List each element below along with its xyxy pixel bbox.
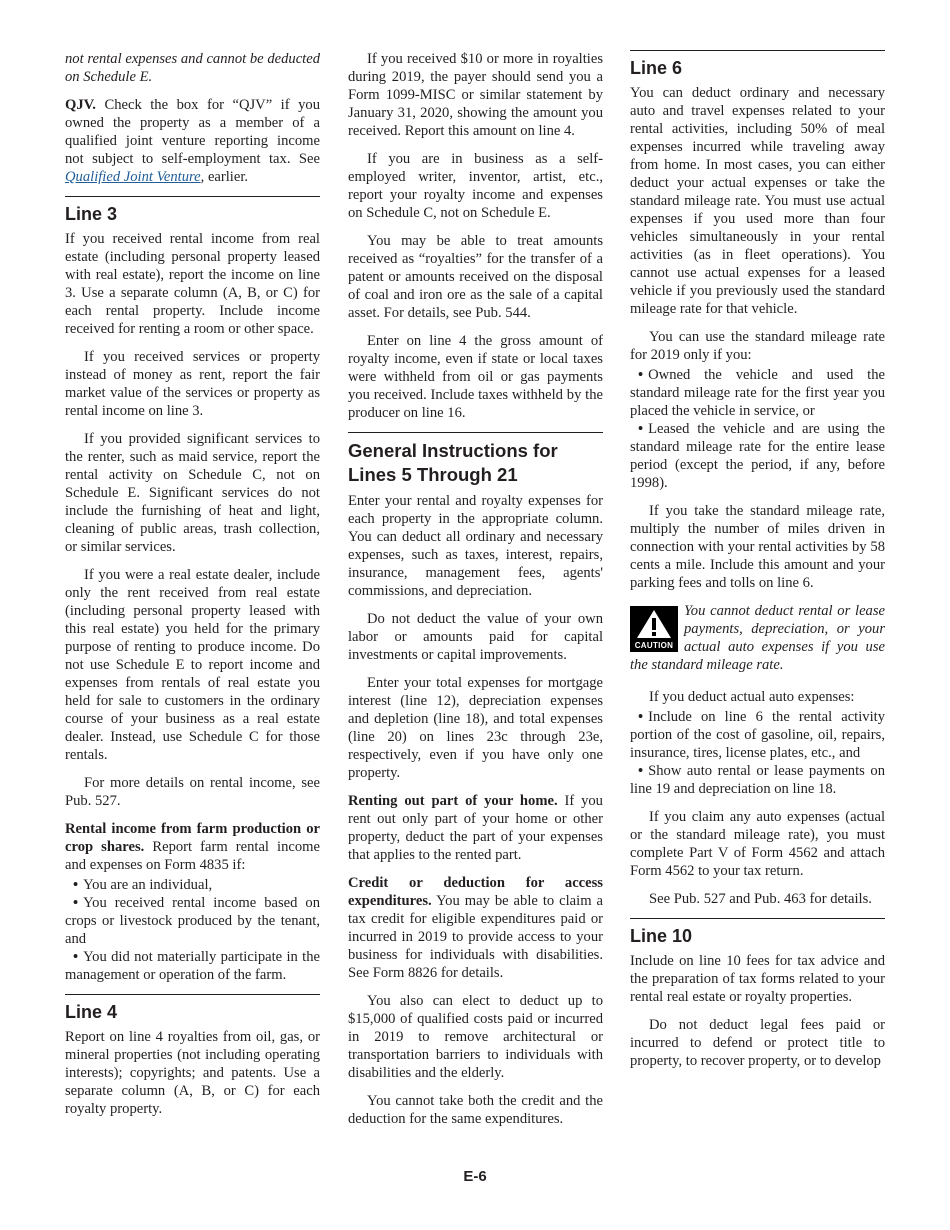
paragraph: If you are in business as a self-employed writer, inventor, artist, etc., report your royalty income and expenses on Schedule C, not on Schedule E. [348, 151, 603, 221]
line3-heading: Line 3 [65, 204, 118, 224]
qualified-joint-venture-link[interactable]: Qualified Joint Venture [65, 169, 201, 185]
bullet-text: You did not materially participate in the management or operation of the farm. [65, 949, 320, 983]
home-label: Renting out part of your home. [348, 793, 558, 809]
caution-note [630, 602, 885, 674]
page-number: E-6 [463, 1168, 487, 1185]
section-divider [65, 196, 320, 197]
paragraph: See Pub. 527 and Pub. 463 for details. [649, 891, 872, 907]
paragraph: If you take the standard mileage rate, multiply the number of miles driven in connection with your rental activities by 58 cents a mile. Include this amount and your parking fees and tolls on line 6. [630, 503, 885, 591]
section-divider [630, 918, 885, 919]
qjv-after: , earlier. [200, 169, 249, 185]
credit-label: Credit or deduction for access expenditures. [348, 875, 603, 909]
paragraph: Include on line 10 fees for tax advice and the preparation of tax forms related to your rental real estate or royalty properties. [630, 953, 885, 1005]
bullet-text: Leased the vehicle and are using the standard mileage rate for the entire lease period (except the period, if any, before 1998). [630, 421, 885, 491]
bullet-icon: • [638, 709, 644, 725]
bullet-text: Show auto rental or lease payments on line 19 and depreciation on line 18. [630, 763, 885, 797]
bullet-item [630, 366, 885, 420]
farm-label: Rental income from farm production or crop shares. [65, 821, 320, 855]
paragraph: not rental expenses and cannot be deducted on Schedule E. [65, 51, 320, 85]
paragraph: You cannot take both the credit and the deduction for the same expenditures. [348, 1093, 603, 1127]
column-1 [65, 44, 320, 1128]
qjv-text: Check the box for “QJV” if you owned the property as a member of a qualified joint venture reporting income not subject to self-employment tax. See [65, 97, 320, 167]
bullet-item [630, 708, 885, 762]
paragraph: You can use the standard mileage rate for 2019 only if you: [630, 329, 885, 363]
paragraph: If you deduct actual auto expenses: [649, 689, 855, 705]
caution-label: CAUTION [634, 641, 674, 650]
paragraph: You can deduct ordinary and necessary auto and travel expenses related to your rental activities, including 50% of meal expenses incurred while traveling away from home. In most cases, you can either deduct your actual expenses or take the standard mileage rate. You must use actual expenses if you used more than four vehicles simultaneously in your rental activities (as in fleet operations). You cannot use actual expenses for a leased vehicle if you previously used the standard mileage rate for that vehicle. [630, 85, 885, 317]
caution-text: You cannot deduct rental or lease payments, depreciation, or your actual auto expenses if you use the standard mileage rate. [630, 603, 885, 673]
bullet-icon: • [73, 895, 79, 911]
paragraph: If you received services or property instead of money as rent, report the fair market value of the services or property as rental income on line 3. [65, 349, 320, 419]
credit-text: You may be able to claim a tax credit for eligible expenditures paid or incurred in 2019 to provide access to your business for individuals with disabilities. See Form 8826 for details. [348, 893, 604, 981]
bullet-text: You received rental income based on crops or livestock produced by the tenant, and [65, 895, 320, 947]
bullet-icon: • [73, 949, 79, 965]
farm-paragraph [65, 820, 320, 874]
paragraph: If you received rental income from real estate (including personal property leased with real estate), report the income on line 3. Use a separate column (A, B, or C) for each rental property. Include income received for renting a room or other space. [65, 231, 320, 337]
paragraph: Report on line 4 royalties from oil, gas, or mineral properties (not including operating interests); copyrights; and patents. Use a separate column (A, B, or C) for each royalty property. [65, 1029, 320, 1117]
line10-heading: Line 10 [630, 926, 693, 946]
warning-triangle-icon [636, 609, 672, 639]
bullet-icon: • [638, 421, 644, 437]
paragraph: Enter your total expenses for mortgage interest (line 12), depreciation expenses and depletion (line 18), and total expenses (line 20) on lines 23c through 23e, respectively, even if you have only one property. [348, 675, 603, 781]
paragraph: Enter your rental and royalty expenses for each property in the appropriate column. You can deduct all ordinary and necessary expenses, such as taxes, interest, repairs, insurance, management fees, agents' commissions, and depreciation. [348, 493, 603, 599]
bullet-item [65, 876, 320, 894]
paragraph: If you provided significant services to the renter, such as maid service, report the rental activity on Schedule C, not on Schedule E. Significant services do not include the furnishing of heat and light, cleaning of public areas, trash collection, or similar services. [65, 431, 320, 555]
bullet-text: You are an individual, [83, 877, 213, 893]
paragraph: Do not deduct legal fees paid or incurred to defend or protect title to property, to recover property, or to develop [630, 1017, 885, 1069]
general-instructions-heading: General Instructions for Lines 5 Through 21 [348, 440, 558, 485]
paragraph: Enter on line 4 the gross amount of royalty income, even if state or local taxes were withheld from oil or gas payments you received. Include taxes withheld by the producer on line 16. [348, 333, 603, 421]
paragraph: For more details on rental income, see Pub. 527. [65, 775, 320, 809]
credit-paragraph [348, 874, 603, 982]
qjv-paragraph [65, 96, 320, 186]
bullet-item [630, 762, 885, 798]
column-3 [630, 44, 885, 1080]
section-divider [348, 432, 603, 433]
bullet-icon: • [638, 367, 644, 383]
line6-heading: Line 6 [630, 58, 683, 78]
paragraph: Do not deduct the value of your own labor or amounts paid for capital investments or capital improvements. [348, 611, 603, 663]
paragraph: If you claim any auto expenses (actual or the standard mileage rate), you must complete Part V of Form 4562 and attach Form 4562 to your tax return. [630, 809, 885, 879]
bullet-item [65, 894, 320, 948]
paragraph: You may be able to treat amounts received as “royalties” for the transfer of a patent or amounts received on the disposal of coal and iron ore as the sale of a capital asset. For details, see Pub. 544. [348, 233, 603, 321]
caution-icon [630, 606, 678, 652]
paragraph: If you were a real estate dealer, include only the rent received from real estate (including personal property leased with this real estate) you held for the primary purpose of renting to produce income. Do not use Schedule E to report income and expenses from rentals of real estate you held for sale to customers in the ordinary course of your business as a real estate dealer. Instead, use Schedule C for those rentals. [65, 567, 320, 763]
home-text: If you rent out only part of your home or other property, deduct the part of your expenses that applies to the rented part. [348, 793, 603, 863]
section-divider [65, 994, 320, 995]
home-paragraph [348, 792, 603, 864]
column-2 [348, 44, 603, 1138]
paragraph: If you received $10 or more in royalties during 2019, the payer should send you a Form 1099-MISC or similar statement by January 31, 2020, showing the amount you received. Report this amount on line 4. [348, 51, 603, 139]
qjv-label: QJV. [65, 97, 96, 113]
bullet-item [630, 420, 885, 492]
section-divider [630, 50, 885, 51]
bullet-text: Owned the vehicle and used the standard mileage rate for the first year you placed the vehicle in service, or [630, 367, 885, 419]
bullet-icon: • [73, 877, 79, 893]
bullet-icon: • [638, 763, 644, 779]
paragraph: You also can elect to deduct up to $15,000 of qualified costs paid or incurred in 2019 to remove architectural or transportation barriers to individuals with disabilities and the elderly. [348, 993, 603, 1081]
bullet-item [65, 948, 320, 984]
bullet-text: Include on line 6 the rental activity portion of the cost of gasoline, oil, repairs, insurance, tires, license plates, etc., and [630, 709, 885, 761]
farm-text: Report farm rental income and expenses on Form 4835 if: [65, 839, 320, 873]
line4-heading: Line 4 [65, 1002, 118, 1022]
